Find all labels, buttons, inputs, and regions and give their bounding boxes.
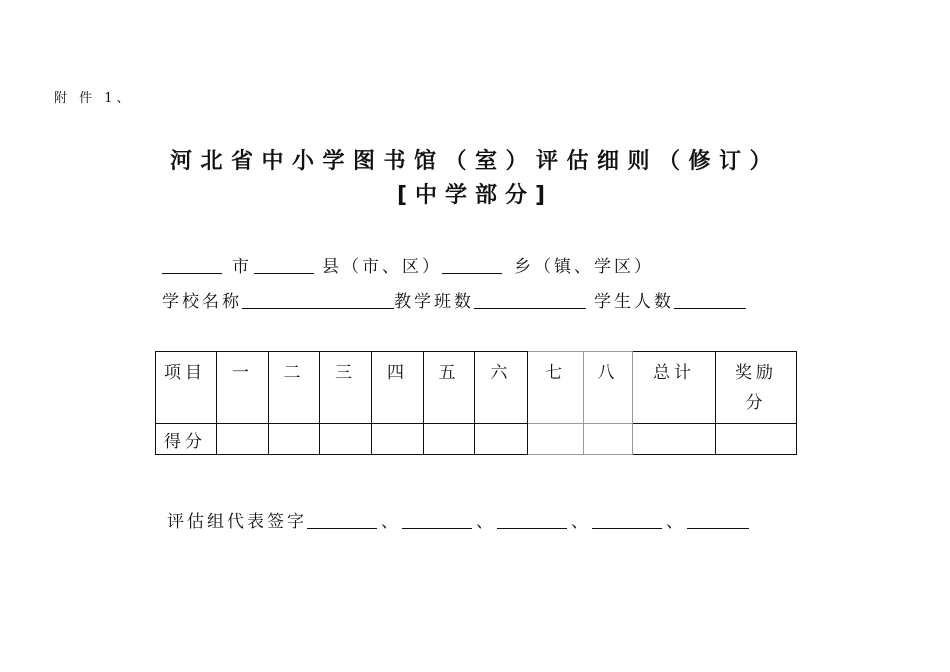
score-cell-total[interactable] bbox=[633, 424, 716, 455]
score-cell-bonus[interactable] bbox=[716, 424, 797, 455]
score-cell-5[interactable] bbox=[424, 424, 475, 455]
city-blank[interactable] bbox=[162, 255, 222, 274]
city-label: 市 bbox=[232, 257, 252, 277]
student-count-blank[interactable] bbox=[674, 290, 746, 309]
class-count-blank[interactable] bbox=[474, 290, 586, 309]
score-cell-7[interactable] bbox=[528, 424, 584, 455]
location-line bbox=[162, 252, 654, 277]
table-header-row bbox=[156, 352, 797, 424]
header-1: 一 bbox=[217, 352, 269, 424]
annex-label: 附 件 1、 bbox=[54, 91, 134, 106]
document-title: 河北省中小学图书馆（室）评估细则（修订） bbox=[169, 149, 780, 174]
header-4: 四 bbox=[372, 352, 424, 424]
student-count-label: 学生人数 bbox=[594, 292, 674, 312]
header-5: 五 bbox=[424, 352, 475, 424]
signature-separator: 、 bbox=[476, 512, 493, 532]
document-subtitle: [中学部分] bbox=[396, 183, 554, 208]
header-total: 总计 bbox=[633, 352, 716, 424]
header-2: 二 bbox=[269, 352, 320, 424]
signature-label: 评估组代表签字 bbox=[167, 512, 307, 532]
signature-blank-1[interactable] bbox=[307, 510, 377, 529]
header-6: 六 bbox=[475, 352, 528, 424]
township-blank[interactable] bbox=[442, 255, 502, 274]
signature-line bbox=[167, 507, 749, 532]
school-name-label: 学校名称 bbox=[162, 292, 242, 312]
county-label: 县（市、区） bbox=[322, 257, 442, 277]
row-label-score: 得分 bbox=[156, 424, 217, 455]
signature-separator: 、 bbox=[666, 512, 683, 532]
score-cell-8[interactable] bbox=[584, 424, 633, 455]
header-3: 三 bbox=[320, 352, 372, 424]
signature-separator: 、 bbox=[571, 512, 588, 532]
table-row bbox=[156, 424, 797, 455]
score-cell-6[interactable] bbox=[475, 424, 528, 455]
school-info-line bbox=[162, 287, 746, 312]
header-bonus: 奖励分 bbox=[716, 352, 797, 424]
score-table bbox=[155, 351, 797, 455]
signature-blank-3[interactable] bbox=[497, 510, 567, 529]
class-count-label: 教学班数 bbox=[394, 292, 474, 312]
score-cell-2[interactable] bbox=[269, 424, 320, 455]
signature-blank-2[interactable] bbox=[402, 510, 472, 529]
signature-blank-4[interactable] bbox=[592, 510, 662, 529]
county-blank[interactable] bbox=[254, 255, 314, 274]
signature-blank-5[interactable] bbox=[687, 510, 749, 529]
score-cell-3[interactable] bbox=[320, 424, 372, 455]
header-8: 八 bbox=[584, 352, 633, 424]
score-cell-4[interactable] bbox=[372, 424, 424, 455]
township-label: 乡（镇、学区） bbox=[514, 257, 654, 277]
school-name-blank[interactable] bbox=[242, 290, 394, 309]
signature-separator: 、 bbox=[381, 512, 398, 532]
header-item: 项目 bbox=[156, 352, 217, 424]
score-cell-1[interactable] bbox=[217, 424, 269, 455]
header-7: 七 bbox=[528, 352, 584, 424]
